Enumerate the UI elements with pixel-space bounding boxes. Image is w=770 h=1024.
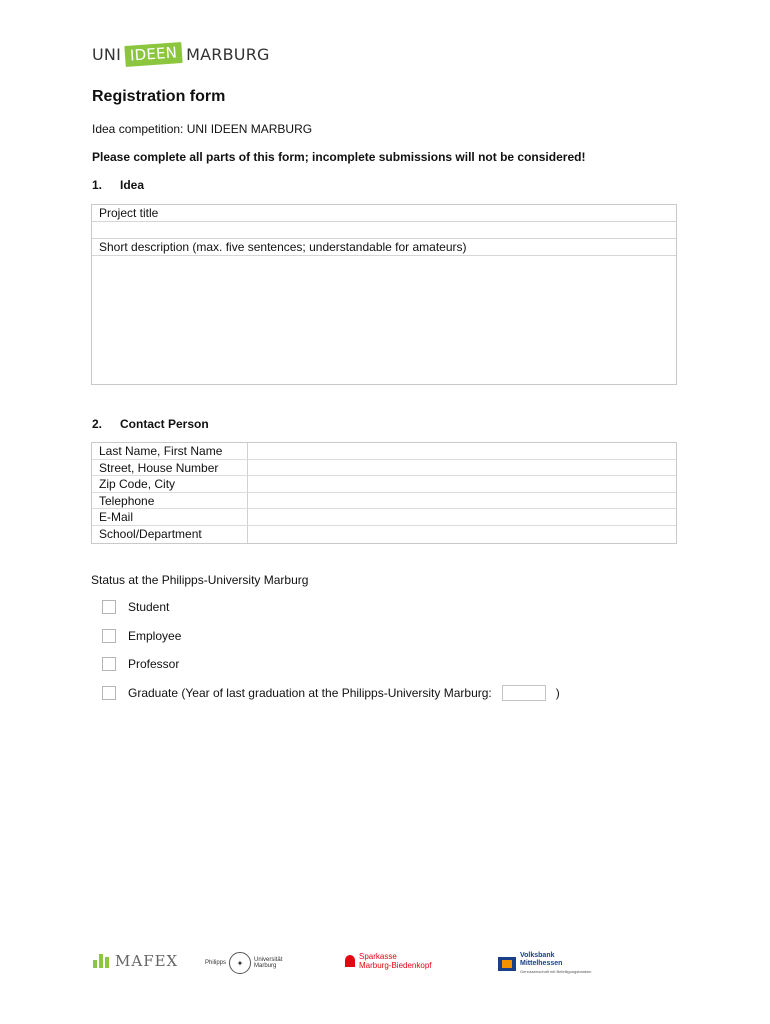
street-input[interactable] (248, 460, 676, 476)
contact-label: Zip Code, City (92, 476, 248, 492)
employee-label: Employee (128, 629, 182, 643)
name-input[interactable] (248, 443, 676, 459)
philipps-right-text (254, 957, 282, 969)
email-input[interactable] (248, 509, 676, 525)
logo-uni-text: UNI (92, 45, 121, 64)
mafex-bars-icon (93, 954, 111, 968)
contact-row-name (92, 443, 676, 460)
university-seal-icon: ✦ (229, 952, 251, 974)
status-option-employee (102, 629, 181, 643)
idea-box (91, 204, 677, 385)
contact-row-email (92, 509, 676, 526)
professor-checkbox[interactable] (102, 657, 116, 671)
short-description-label: Short description (max. five sentences; understandable for amateurs) (92, 239, 676, 256)
volksbank-logo (498, 952, 591, 976)
competition-subtitle: Idea competition: UNI IDEEN MARBURG (92, 122, 313, 136)
section-idea-title: Idea (120, 178, 145, 192)
student-label: Student (128, 600, 170, 614)
graduation-year-input[interactable] (502, 685, 546, 701)
contact-row-department (92, 526, 676, 543)
section-idea-heading (92, 178, 144, 192)
philipps-university-logo (205, 952, 282, 974)
logo-ideen-text: IDEEN (124, 42, 182, 67)
volksbank-text (520, 952, 591, 976)
professor-label: Professor (128, 657, 180, 671)
uni-ideen-marburg-logo (92, 44, 270, 65)
sparkasse-line-1: Sparkasse (359, 952, 397, 961)
sparkasse-line-2: Marburg-Biedenkopf (359, 961, 432, 970)
contact-row-street (92, 460, 676, 477)
contact-label: Last Name, First Name (92, 443, 248, 459)
section-contact-title: Contact Person (120, 417, 209, 431)
logo-marburg-text: MARBURG (186, 45, 270, 64)
sparkasse-s-icon (345, 955, 355, 967)
contact-label: E-Mail (92, 509, 248, 525)
status-title: Status at the Philipps-University Marburg (91, 573, 309, 587)
philipps-right-1: Universität (254, 957, 283, 963)
telephone-input[interactable] (248, 493, 676, 509)
section-contact-heading (92, 417, 209, 431)
page-title: Registration form (92, 88, 226, 105)
project-title-label: Project title (92, 205, 676, 222)
department-input[interactable] (248, 526, 676, 543)
volksbank-line-2: Mittelhessen (520, 960, 563, 967)
volksbank-tagline: Genossenschaft mit Beteiligungsbanken (520, 969, 592, 974)
mafex-text: MAFEX (115, 952, 179, 970)
graduate-close-paren: ) (555, 686, 560, 700)
volksbank-line-1: Volksbank (520, 952, 555, 959)
contact-label: Telephone (92, 493, 248, 509)
graduate-label: Graduate (Year of last graduation at the Philipps-University Marburg: (128, 686, 492, 700)
sparkasse-logo (345, 952, 431, 970)
philipps-left-text: Philipps (205, 960, 227, 966)
mafex-logo (93, 952, 178, 970)
employee-checkbox[interactable] (102, 629, 116, 643)
sparkasse-text (359, 952, 431, 970)
project-title-input[interactable] (92, 222, 676, 239)
contact-label: Street, House Number (92, 460, 248, 476)
philipps-right-2: Marburg (254, 963, 277, 969)
status-option-graduate (102, 685, 560, 701)
contact-table (91, 442, 677, 544)
status-option-student (102, 600, 169, 614)
section-idea-number: 1. (92, 178, 103, 192)
status-option-professor (102, 657, 179, 671)
contact-row-zip (92, 476, 676, 493)
graduate-checkbox[interactable] (102, 686, 116, 700)
contact-label: School/Department (92, 526, 248, 543)
zip-city-input[interactable] (248, 476, 676, 492)
volksbank-icon (498, 957, 516, 971)
student-checkbox[interactable] (102, 600, 116, 614)
short-description-input[interactable] (92, 256, 676, 385)
section-contact-number: 2. (92, 417, 103, 431)
completion-warning: Please complete all parts of this form; incomplete submissions will not be considered! (92, 150, 586, 164)
contact-row-telephone (92, 493, 676, 510)
